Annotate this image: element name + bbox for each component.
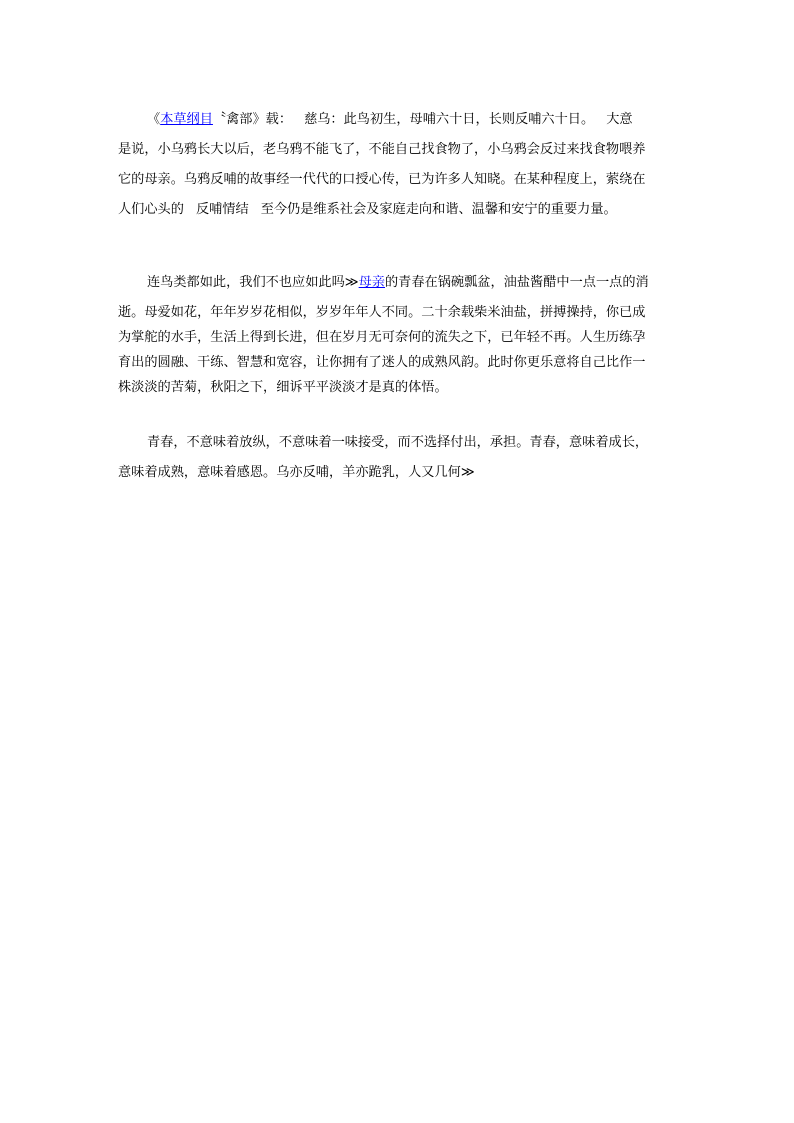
quote-text: 慈乌：此鸟初生，母哺六十日，长则反哺六十日。: [304, 112, 595, 127]
paragraph-line: 株淡淡的苦菊，秋阳之下，细诉平平淡淡才是真的体悟。: [118, 380, 448, 395]
paragraph-youth: [118, 428, 676, 488]
paragraph-line: 逝。母爱如花，年年岁岁花相似，岁岁年年人不同。二十余载柴米油盐，拼搏操持，你已成: [118, 305, 646, 320]
link-bencao-gangmu[interactable]: 本草纲目: [160, 112, 213, 127]
text-fragment: 连鸟类都如此，我们不也应如此吗≫: [147, 275, 359, 290]
paragraph-line: [118, 195, 676, 225]
paragraph-mother-youth: [118, 268, 676, 403]
paragraph-line: 它的母亲。乌鸦反哺的故事经一代代的口授心传，已为许多人知晓。在某种程度上，萦绕在: [118, 172, 646, 187]
text-fragment: 大意: [606, 112, 633, 127]
paragraph-line: [118, 268, 676, 298]
paragraph-line: [118, 105, 676, 135]
text-fragment: 反哺情结: [195, 202, 249, 217]
text-fragment: 人们心头的: [118, 202, 184, 217]
text-fragment: 至今仍是维系社会及家庭走向和谐、温馨和安宁的重要力量。: [260, 202, 617, 217]
paragraph-line: 为掌舵的水手，生活上得到长进，但在岁月无可奈何的流失之下，已年轻不再。人生历练孕: [118, 330, 646, 345]
paragraph-line: 意味着成熟，意味着感恩。乌亦反哺，羊亦跪乳，人又几何≫: [118, 465, 475, 480]
paragraph-line: 育出的圆融、干练、智慧和宽容，让你拥有了迷人的成熟风韵。此时你更乐意将自己比作一: [118, 355, 646, 370]
text-fragment: 的青春在锅碗瓢盆，油盐酱醋中一点一点的消: [385, 275, 649, 290]
paragraph-line: 青春，不意味着放纵，不意味着一味接受，而不选择付出，承担。青春，意味着成长，: [147, 435, 649, 450]
text-fragment: 〝禽部》载：: [212, 112, 293, 127]
link-mother[interactable]: 母亲: [358, 275, 385, 290]
paragraph-line: 是说，小乌鸦长大以后，老乌鸦不能飞了，不能自己找食物了，小乌鸦会反过来找食物喂养: [118, 142, 646, 157]
text-fragment: 《: [147, 112, 161, 127]
paragraph-crow-feeding: [118, 105, 676, 225]
